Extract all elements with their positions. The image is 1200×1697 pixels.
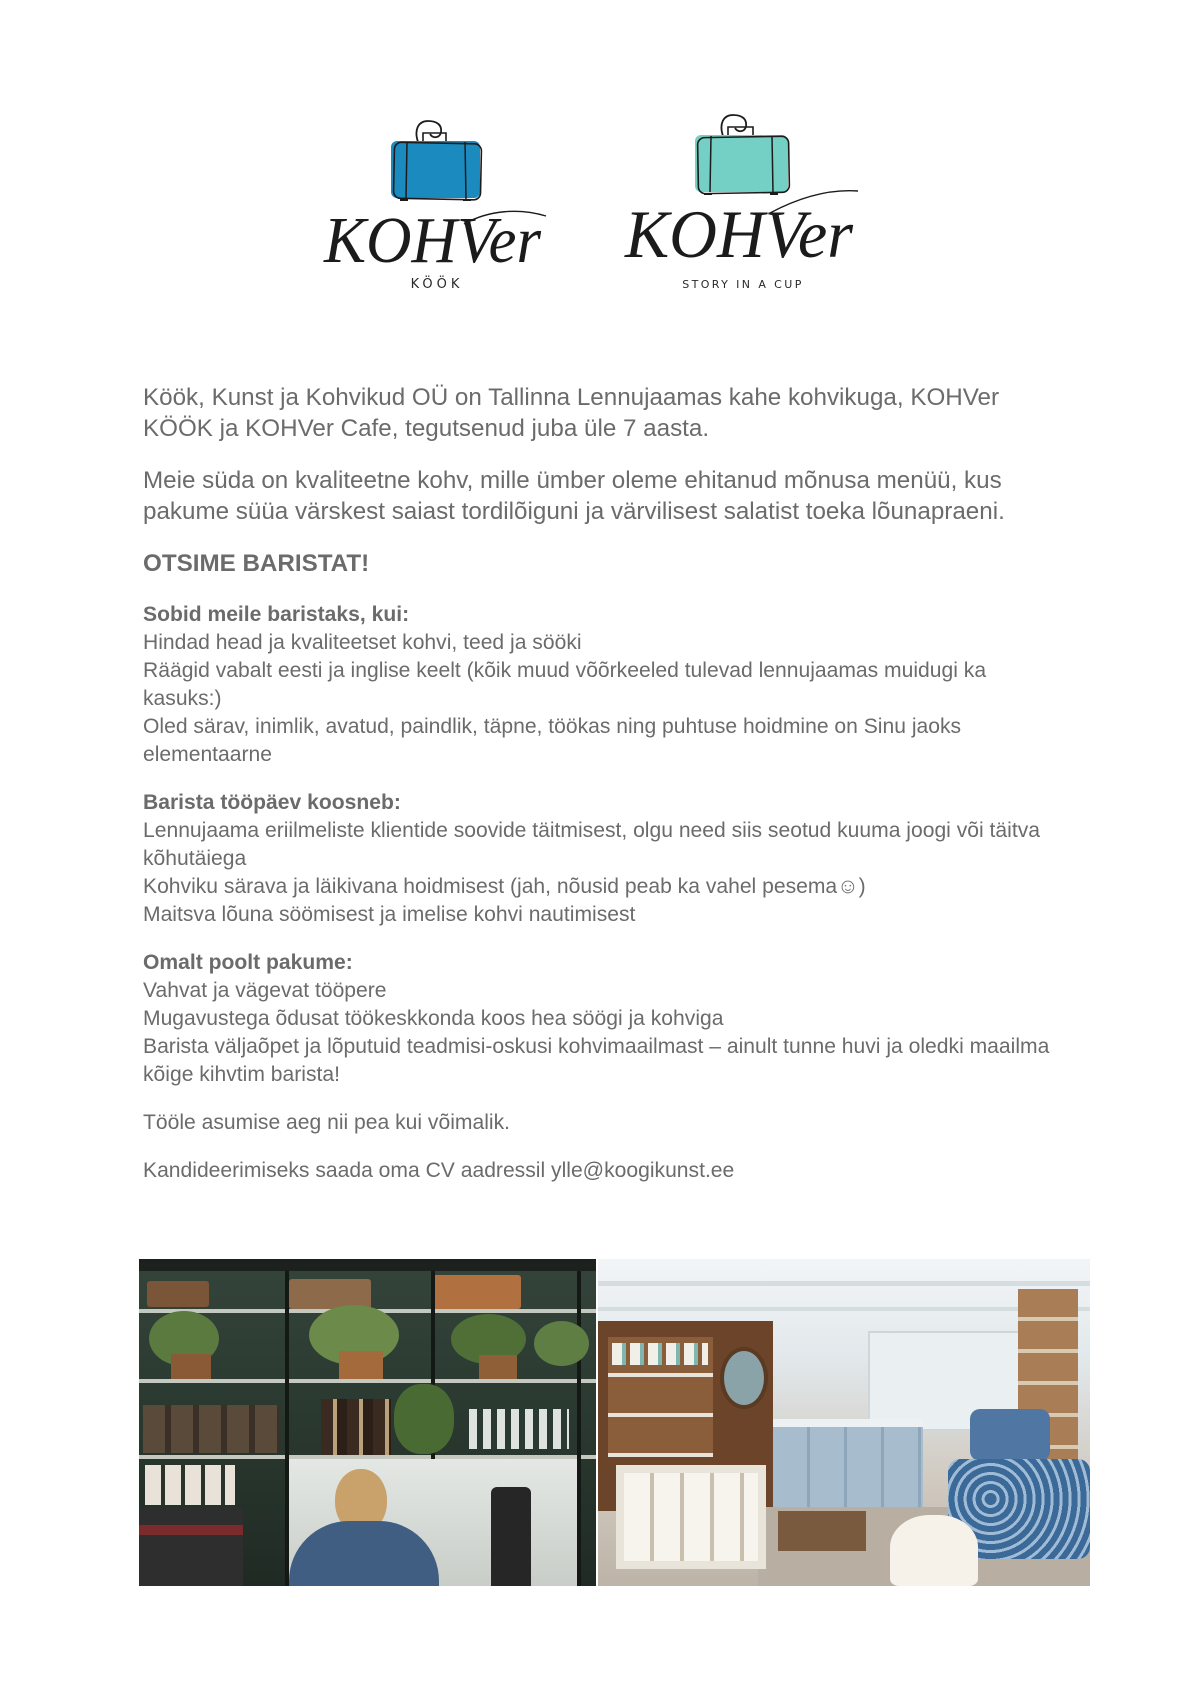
photo-pot [171,1354,211,1379]
photo-suitcase [147,1281,209,1307]
photo-chair [970,1409,1050,1461]
section-offer [143,949,1057,1089]
suitcase-icon [391,121,482,200]
headline: OTSIME BARISTAT! [143,550,370,577]
section-heading: Barista tööpäev koosneb: [143,791,401,814]
photo-suitcase [431,1275,521,1309]
photo-jars [143,1405,279,1453]
section-heading: Omalt poolt pakume: [143,951,353,974]
suitcase-icon [695,115,789,194]
photo-machine-band [139,1525,243,1535]
apply-email: ylle@koogikunst.ee [551,1159,735,1182]
section-workday [143,789,1057,929]
logo-kohver-story [620,105,865,295]
photo-cards [624,1473,758,1561]
photo-table [778,1511,866,1551]
list-item: Maitsva lõuna söömisest ja imelise kohvi nautimisest [143,903,636,926]
photo-shelf [139,1379,596,1383]
photo-frame [577,1271,581,1586]
intro-paragraph: Köök, Kunst ja Kohvikud OÜ on Tallinna Lennujaamas kahe kohvikuga, KOHVer KÖÖK ja KOHVer Cafe, tegutsenud juba üle 7 aasta. [143,384,1000,442]
section-heading: Sobid meile baristaks, kui: [143,603,410,626]
photo-grinder [491,1487,531,1586]
list-item: Barista väljaõpet ja lõputuid teadmisi-oskusi kohvimaailmast – ainult tunne huvi ja oledki maailma kõige kihvtim barista! [143,1035,1050,1086]
photo-shelf-items [612,1343,708,1365]
photo-cabinet-top [139,1259,596,1271]
photo-cups [145,1465,235,1505]
logo-subtitle: STORY IN A CUP [682,278,804,291]
list-item: Vahvat ja vägevat tööpere [143,979,387,1002]
logo-wordmark: KOHVer [323,204,542,277]
intro-paragraph: Meie süda on kvaliteetne kohv, mille ümber oleme ehitanud mõnusa menüü, kus pakume süüa värskest saiast tordilõiguni ja värvilisest salatist toeka lõunapraeni. [143,467,1005,525]
photo-pot [479,1355,517,1379]
apply-text: Kandideerimiseks saada oma CV aadressil [143,1159,546,1182]
cafe-interior-photo [598,1259,1090,1586]
list-item: Hindad head ja kvaliteetset kohvi, teed ja sööki [143,631,582,654]
photo-sheepskin [890,1515,978,1586]
photo-counter [773,1427,923,1507]
cafe-bar-photo [139,1259,596,1586]
logo-wordmark: KOHVer [624,196,854,272]
photo-espresso-machine [139,1507,243,1586]
photo-bottles [321,1399,391,1455]
photo-mirror [720,1347,768,1409]
photo-glasses [469,1409,569,1449]
logo-subtitle: KÖÖK [410,277,464,292]
photo-plant [394,1384,454,1454]
photo-counter-top [773,1419,923,1427]
photo-ceiling-beam [598,1281,1090,1286]
apply-note [143,1157,1057,1185]
photo-plant [534,1321,589,1366]
start-date-note: Tööle asumise aeg nii pea kui võimalik. [143,1111,510,1134]
list-item: Oled särav, inimlik, avatud, paindlik, täpne, töökas ning puhtuse hoidmine on Sinu jaoks elementaarne [143,715,962,766]
photo-ceiling-beam [598,1307,1090,1311]
section-requirements [143,601,1057,769]
list-item: Lennujaama eriilmeliste klientide soovide täitmisest, olgu need siis seotud kuuma joogi või täitva kõhutäiega [143,819,1040,870]
logo-kohver-kook [314,112,559,302]
job-posting-text [143,382,1057,1205]
list-item: Mugavustega õdusat töökeskkonda koos hea söögi ja kohviga [143,1007,724,1030]
photo-pot [339,1351,383,1379]
list-item: Kohviku särava ja läikivana hoidmisest (jah, nõusid peab ka vahel pesema☺) [143,875,866,898]
list-item: Räägid vabalt eesti ja inglise keelt (kõik muud võõrkeeled tulevad lennujaamas muidugi ka kasuks:) [143,659,987,710]
